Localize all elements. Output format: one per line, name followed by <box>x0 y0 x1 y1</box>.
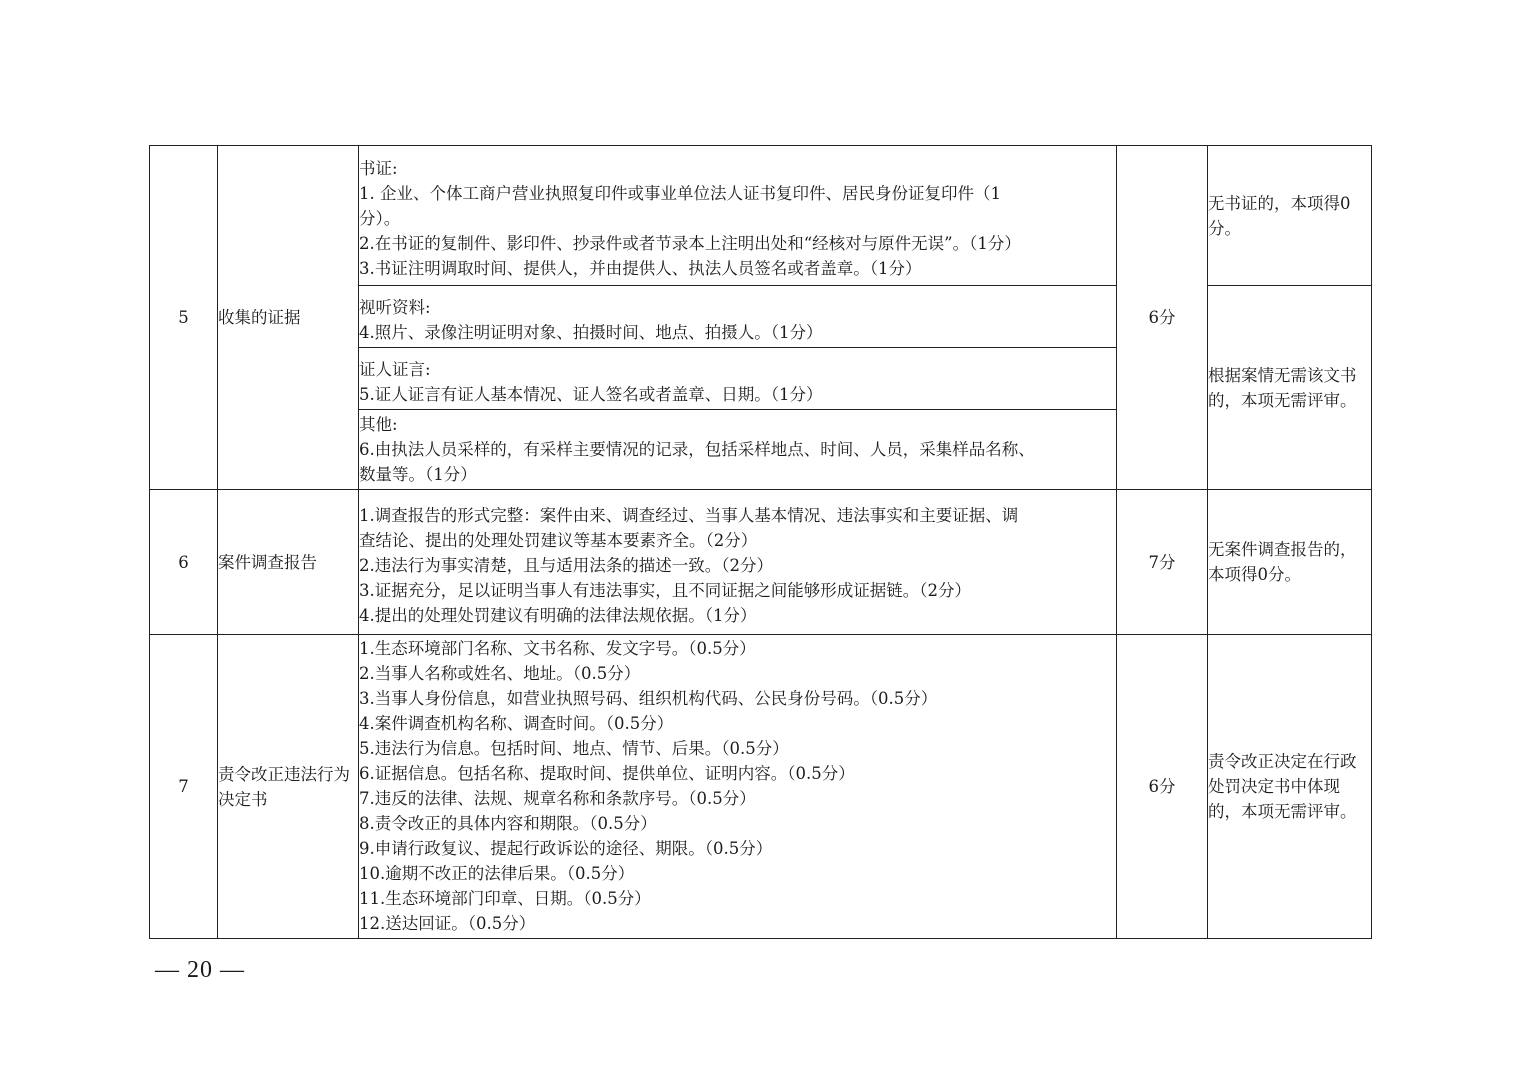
evidence-group-audiovisual <box>359 286 1117 348</box>
table-row <box>150 635 1372 939</box>
row-number: 6 <box>150 490 218 635</box>
criteria-line: 其他: <box>359 415 398 434</box>
evidence-group-other <box>359 410 1117 490</box>
table-row <box>150 146 1372 286</box>
page-number: — 20 — <box>155 957 245 983</box>
item-name: 责令改正违法行为决定书 <box>218 635 359 939</box>
criteria-line: 1. 企业、个体工商户营业执照复印件或事业单位法人证书复印件、居民身份证复印件（1 <box>359 184 1001 203</box>
criteria-line: 2.在书证的复制件、影印件、抄录件或者节录本上注明出处和“经核对与原件无误”。（1分） <box>359 234 1021 253</box>
criteria-line: 6.证据信息。包括名称、提取时间、提供单位、证明内容。（0.5分） <box>359 764 855 783</box>
note-text: 无案件调查报告的，本项得0分。 <box>1208 540 1357 584</box>
criteria-line: 11.生态环境部门印章、日期。（0.5分） <box>359 889 651 908</box>
criteria-line: 5.证人证言有证人基本情况、证人签名或者盖章、日期。（1分） <box>359 384 823 404</box>
criteria-line: 视听资料: <box>359 297 431 317</box>
evidence-group-documentary <box>359 146 1117 286</box>
score-cell: 7分 <box>1117 490 1208 635</box>
criteria-line: 4.提出的处理处罚建议有明确的法律法规依据。（1分） <box>359 605 757 625</box>
note-cell <box>1208 146 1372 286</box>
criteria-line: 6.由执法人员采样的，有采样主要情况的记录，包括采样地点、时间、人员，采集样品名称、 <box>359 440 1035 459</box>
evidence-group-testimony <box>359 348 1117 410</box>
note-text: 根据案情无需该文书的，本项无需评审。 <box>1208 365 1357 410</box>
note-cell <box>1208 490 1372 635</box>
criteria-line: 书证: <box>359 159 398 178</box>
item-name: 案件调查报告 <box>218 490 359 635</box>
criteria-line: 查结论、提出的处理处罚建议等基本要素齐全。（2分） <box>359 530 758 550</box>
criteria-line: 7.违反的法律、法规、规章名称和条款序号。（0.5分） <box>359 789 756 808</box>
criteria-line: 12.送达回证。（0.5分） <box>359 914 536 933</box>
criteria-line: 2.当事人名称或姓名、地址。（0.5分） <box>359 664 641 683</box>
criteria-line: 2.违法行为事实清楚，且与适用法条的描述一致。（2分） <box>359 555 773 575</box>
criteria-line: 1.调查报告的形式完整：案件由来、调查经过、当事人基本情况、违法事实和主要证据、调 <box>359 505 1019 525</box>
score-cell: 6分 <box>1117 635 1208 939</box>
note-text: 无书证的，本项得0分。 <box>1208 193 1351 238</box>
row-number: 7 <box>150 635 218 939</box>
criteria-line: 10.逾期不改正的法律后果。（0.5分） <box>359 864 635 883</box>
score-cell: 6分 <box>1117 146 1208 490</box>
criteria-line: 3.当事人身份信息，如营业执照号码、组织机构代码、公民身份号码。（0.5分） <box>359 689 938 708</box>
note-cell <box>1208 635 1372 939</box>
note-cell <box>1208 286 1372 490</box>
item-name: 收集的证据 <box>218 146 359 490</box>
criteria-line: 5.违法行为信息。包括时间、地点、情节、后果。（0.5分） <box>359 739 789 758</box>
criteria-line: 证人证言: <box>359 359 431 379</box>
criteria-line: 4.照片、录像注明证明对象、拍摄时间、地点、拍摄人。（1分） <box>359 322 823 342</box>
criteria-line: 9.申请行政复议、提起行政诉讼的途径、期限。（0.5分） <box>359 839 773 858</box>
criteria-line: 3.书证注明调取时间、提供人，并由提供人、执法人员签名或者盖章。（1分） <box>359 259 922 278</box>
note-text: 责令改正决定在行政处罚决定书中体现的，本项无需评审。 <box>1208 752 1357 821</box>
criteria-line: 分）。 <box>359 209 401 228</box>
criteria-line: 8.责令改正的具体内容和期限。（0.5分） <box>359 814 657 833</box>
evaluation-table <box>149 145 1372 939</box>
criteria-line: 4.案件调查机构名称、调查时间。（0.5分） <box>359 714 674 733</box>
criteria-line: 数量等。（1分） <box>359 465 477 484</box>
criteria-line: 3.证据充分，足以证明当事人有违法事实，且不同证据之间能够形成证据链。（2分） <box>359 580 971 600</box>
table-row <box>150 490 1372 635</box>
criteria-cell <box>359 490 1117 635</box>
criteria-line: 1.生态环境部门名称、文书名称、发文字号。（0.5分） <box>359 639 756 658</box>
row-number: 5 <box>150 146 218 490</box>
criteria-cell <box>359 635 1117 939</box>
